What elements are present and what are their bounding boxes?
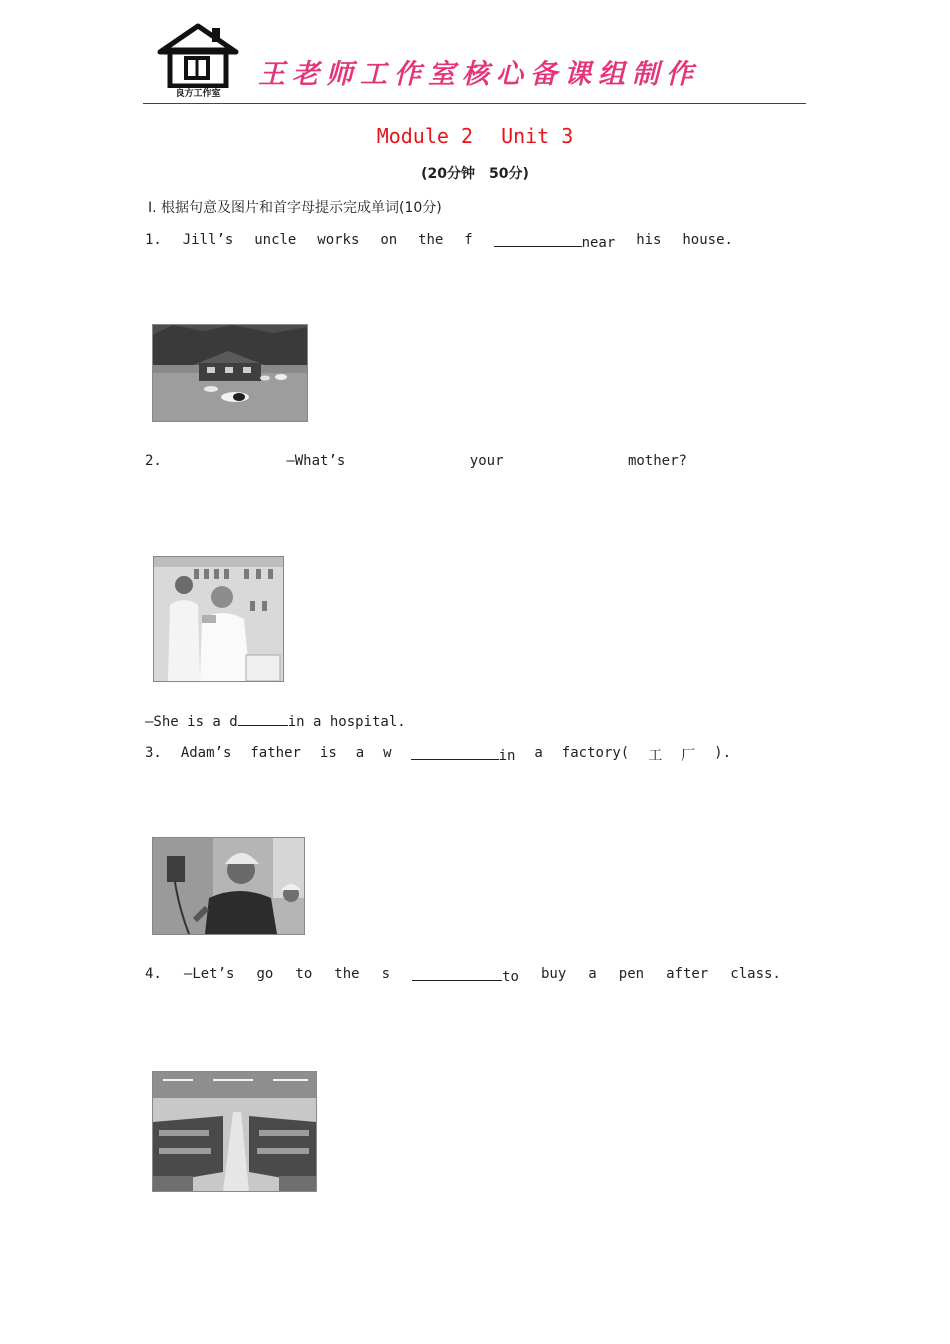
- worker-photo: [152, 837, 305, 935]
- answer-blank[interactable]: [494, 232, 582, 247]
- question-number: 4.: [145, 966, 162, 982]
- question-number: 2.: [145, 453, 162, 469]
- question-4: 4. —Let’s go to the s to buy a pen after class.: [145, 966, 781, 985]
- question-3: 3. Adam’s father is a w in a factory( 工 厂 ).: [145, 745, 731, 764]
- answer-blank[interactable]: [238, 711, 288, 726]
- question-1: 1. Jill’s uncle works on the f near his house.: [145, 232, 733, 251]
- logo-caption: 良方工作室: [175, 89, 221, 99]
- question-number: 1.: [145, 232, 162, 248]
- section-heading: Ⅰ. 根据句意及图片和首字母提示完成单词(10分): [148, 200, 442, 216]
- question-2: 2. —What’s your mother?: [145, 453, 687, 469]
- store-photo: [152, 1071, 317, 1192]
- answer-blank[interactable]: [412, 966, 502, 981]
- question-number: 3.: [145, 745, 162, 761]
- studio-title: 王老师工作室核心备课组制作: [258, 59, 700, 90]
- question-2-answer-line: —She is a d in a hospital.: [145, 711, 406, 730]
- header-divider: [143, 103, 806, 104]
- page-title: [0, 124, 950, 148]
- doctor-photo: [153, 556, 284, 682]
- farm-photo: [152, 324, 308, 422]
- unit-label: Unit 3: [501, 124, 574, 148]
- module-label: Module 2: [376, 124, 474, 148]
- answer-blank[interactable]: [411, 745, 499, 760]
- time-score-subtitle: (20分钟 50分): [421, 166, 529, 182]
